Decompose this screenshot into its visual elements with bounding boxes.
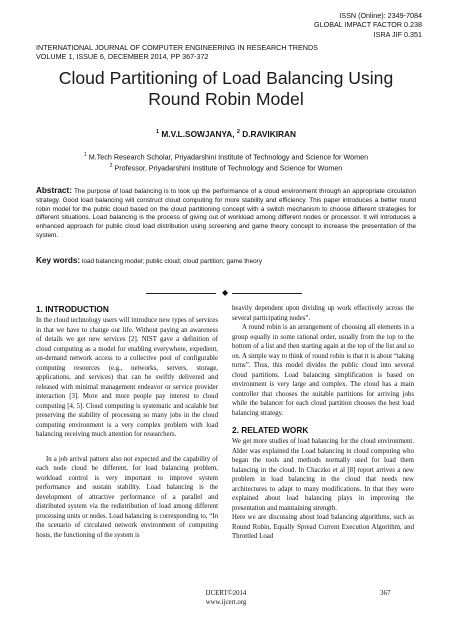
paragraph: In a job arrival pattern also not expected and the capability of each node cloud be different, for load balancing problem, workload control is very important to improve system performance and sustain stability. Load balancing is the development of attractive performance of a parallel and distributed system via the redistribution of load among different processing units or nodes. Load balancing is corresponding to, “In the scenario of circulated network environment of computing hosts, the functioning of the system is [36, 455, 218, 539]
abstract [36, 187, 416, 241]
paragraph: We get more studies of load balancing for the cloud environment. Alder was explained the Load balancing in cloud computing who began the tools and methods normally used for load them balancing in the cloud. In Chaczko et al [8] report arrives a new problem in load balancing in the cloud that needs new architectures to adapt to many modifications. In that they were explained about load balancing plays in improving the presentation and maintaining strength. [232, 438, 414, 512]
affiliation-2-number: 2 [109, 162, 113, 169]
issn-online: ISSN (Online): 2349-7084 [339, 11, 422, 20]
volume-info: VOLUME 1, ISSUE 6, DECEMBER 2014, PP 367-372 [36, 52, 209, 62]
author-2: D.RAVIKIRAN [242, 129, 296, 139]
page-number: 367 [380, 589, 391, 597]
affiliation-1-text: M.Tech Research Scholar, Priyadarshini Institute of Technology and Science for Women [88, 152, 369, 162]
separator-rule-left [146, 293, 216, 294]
keywords [36, 256, 416, 265]
section-heading-related-work: 2. RELATED WORK [232, 425, 309, 435]
impact-factor: GLOBAL IMPACT FACTOR 0.238 [314, 20, 422, 30]
affiliations [20, 151, 432, 173]
paragraph: A round robin is an arrangement of choosing all elements in a group equally in some rational order, usually from the top to the bottom of a list and then starting again at the top of the list and so on. A simple way to think of round robin is that it is about “taking turns”. Thus, this model divides the public cloud into several cloud partitions. Load balancing simplification is based on environment is very large and complex. The cloud has a main controller that chooses the suitable partitions for arriving jobs while the balancer for each cloud partition chooses the best load balancing strategy. [232, 324, 414, 417]
isra-jif: ISRA JIF 0.351 [373, 29, 422, 39]
paragraph: heavily dependent upon dividing up work effectively across the several participating nodes”. [232, 305, 414, 322]
author-1: M.V.L.SOWJANYA, [161, 129, 235, 139]
affiliation-1-number: 1 [83, 152, 87, 158]
footer-journal-abbr: IJCERT©2014 [205, 590, 247, 597]
journal-metadata [314, 11, 422, 39]
keywords-label: Key words: [36, 256, 81, 265]
separator-diamond-icon: ◆ [222, 288, 229, 297]
body-column-left [36, 304, 218, 540]
affiliation-1 [20, 151, 432, 162]
keywords-text: load balancing model; public cloud; cloud partition; game theory [81, 258, 263, 265]
paragraph: In the cloud technology users will introduce new types of services in that we have to change our life. Without paying an awareness of details we get new services [2]. NIST gave a definition of cloud computing as a model for enabling everywhere, expedient, on-demand network access to a collective pool of configurable computing resources (e.g., networks, servers, storage, applications, and services) that can be swiftly delivered and released with minimal management endeavor or service provider interaction [3]. More and more people pay interest to cloud computing [4, 5]. Cloud computing is systematic and scalable but preserving the stability of processing so many jobs in the cloud computing environment is a very complex problem with load balancing receiving much attention for researchers. [36, 317, 218, 438]
author-1-number: 1 [156, 129, 160, 136]
footer-website: www.ijcert.org [205, 599, 247, 607]
journal-header [36, 43, 318, 61]
body-column-right [232, 304, 414, 542]
paper-title [20, 68, 432, 110]
journal-name: INTERNATIONAL JOURNAL OF COMPUTER ENGINEERING IN RESEARCH TRENDS [36, 43, 318, 52]
title-line-1: Cloud Partitioning of Load Balancing Using [58, 68, 394, 88]
separator-rule-right [232, 293, 302, 294]
author-list [20, 129, 432, 139]
abstract-text: The purpose of load balancing is to look up the performance of a cloud environment through an appropriate circulation strategy. Good load balancing will construct cloud computing for more stability and efficiency. This paper introduces a better round robin model for the public cloud based on the cloud partitioning concept with a switch mechanism to choose different strategies for different situations. Load balancing is the process of giving out of workload among different nodes or processor. It will introduces a enhanced approach for public cloud load distribution using screening and game theory concept to increase the presentation of the system. [36, 188, 416, 239]
section-heading-introduction: 1. INTRODUCTION [36, 304, 109, 314]
abstract-label: Abstract: [36, 186, 72, 195]
title-line-2: Round Robin Model [148, 89, 304, 109]
paragraph: Here we are discussing about load balancing algorithms, such as Round Robin, Equally Spread Current Execution Algorithm, and Throttled Load [232, 514, 414, 540]
affiliation-2 [20, 162, 432, 173]
affiliation-2-text: Professor, Priyadarshini Institute of Technology and Science for Women [114, 163, 343, 173]
author-2-number: 2 [236, 129, 240, 136]
